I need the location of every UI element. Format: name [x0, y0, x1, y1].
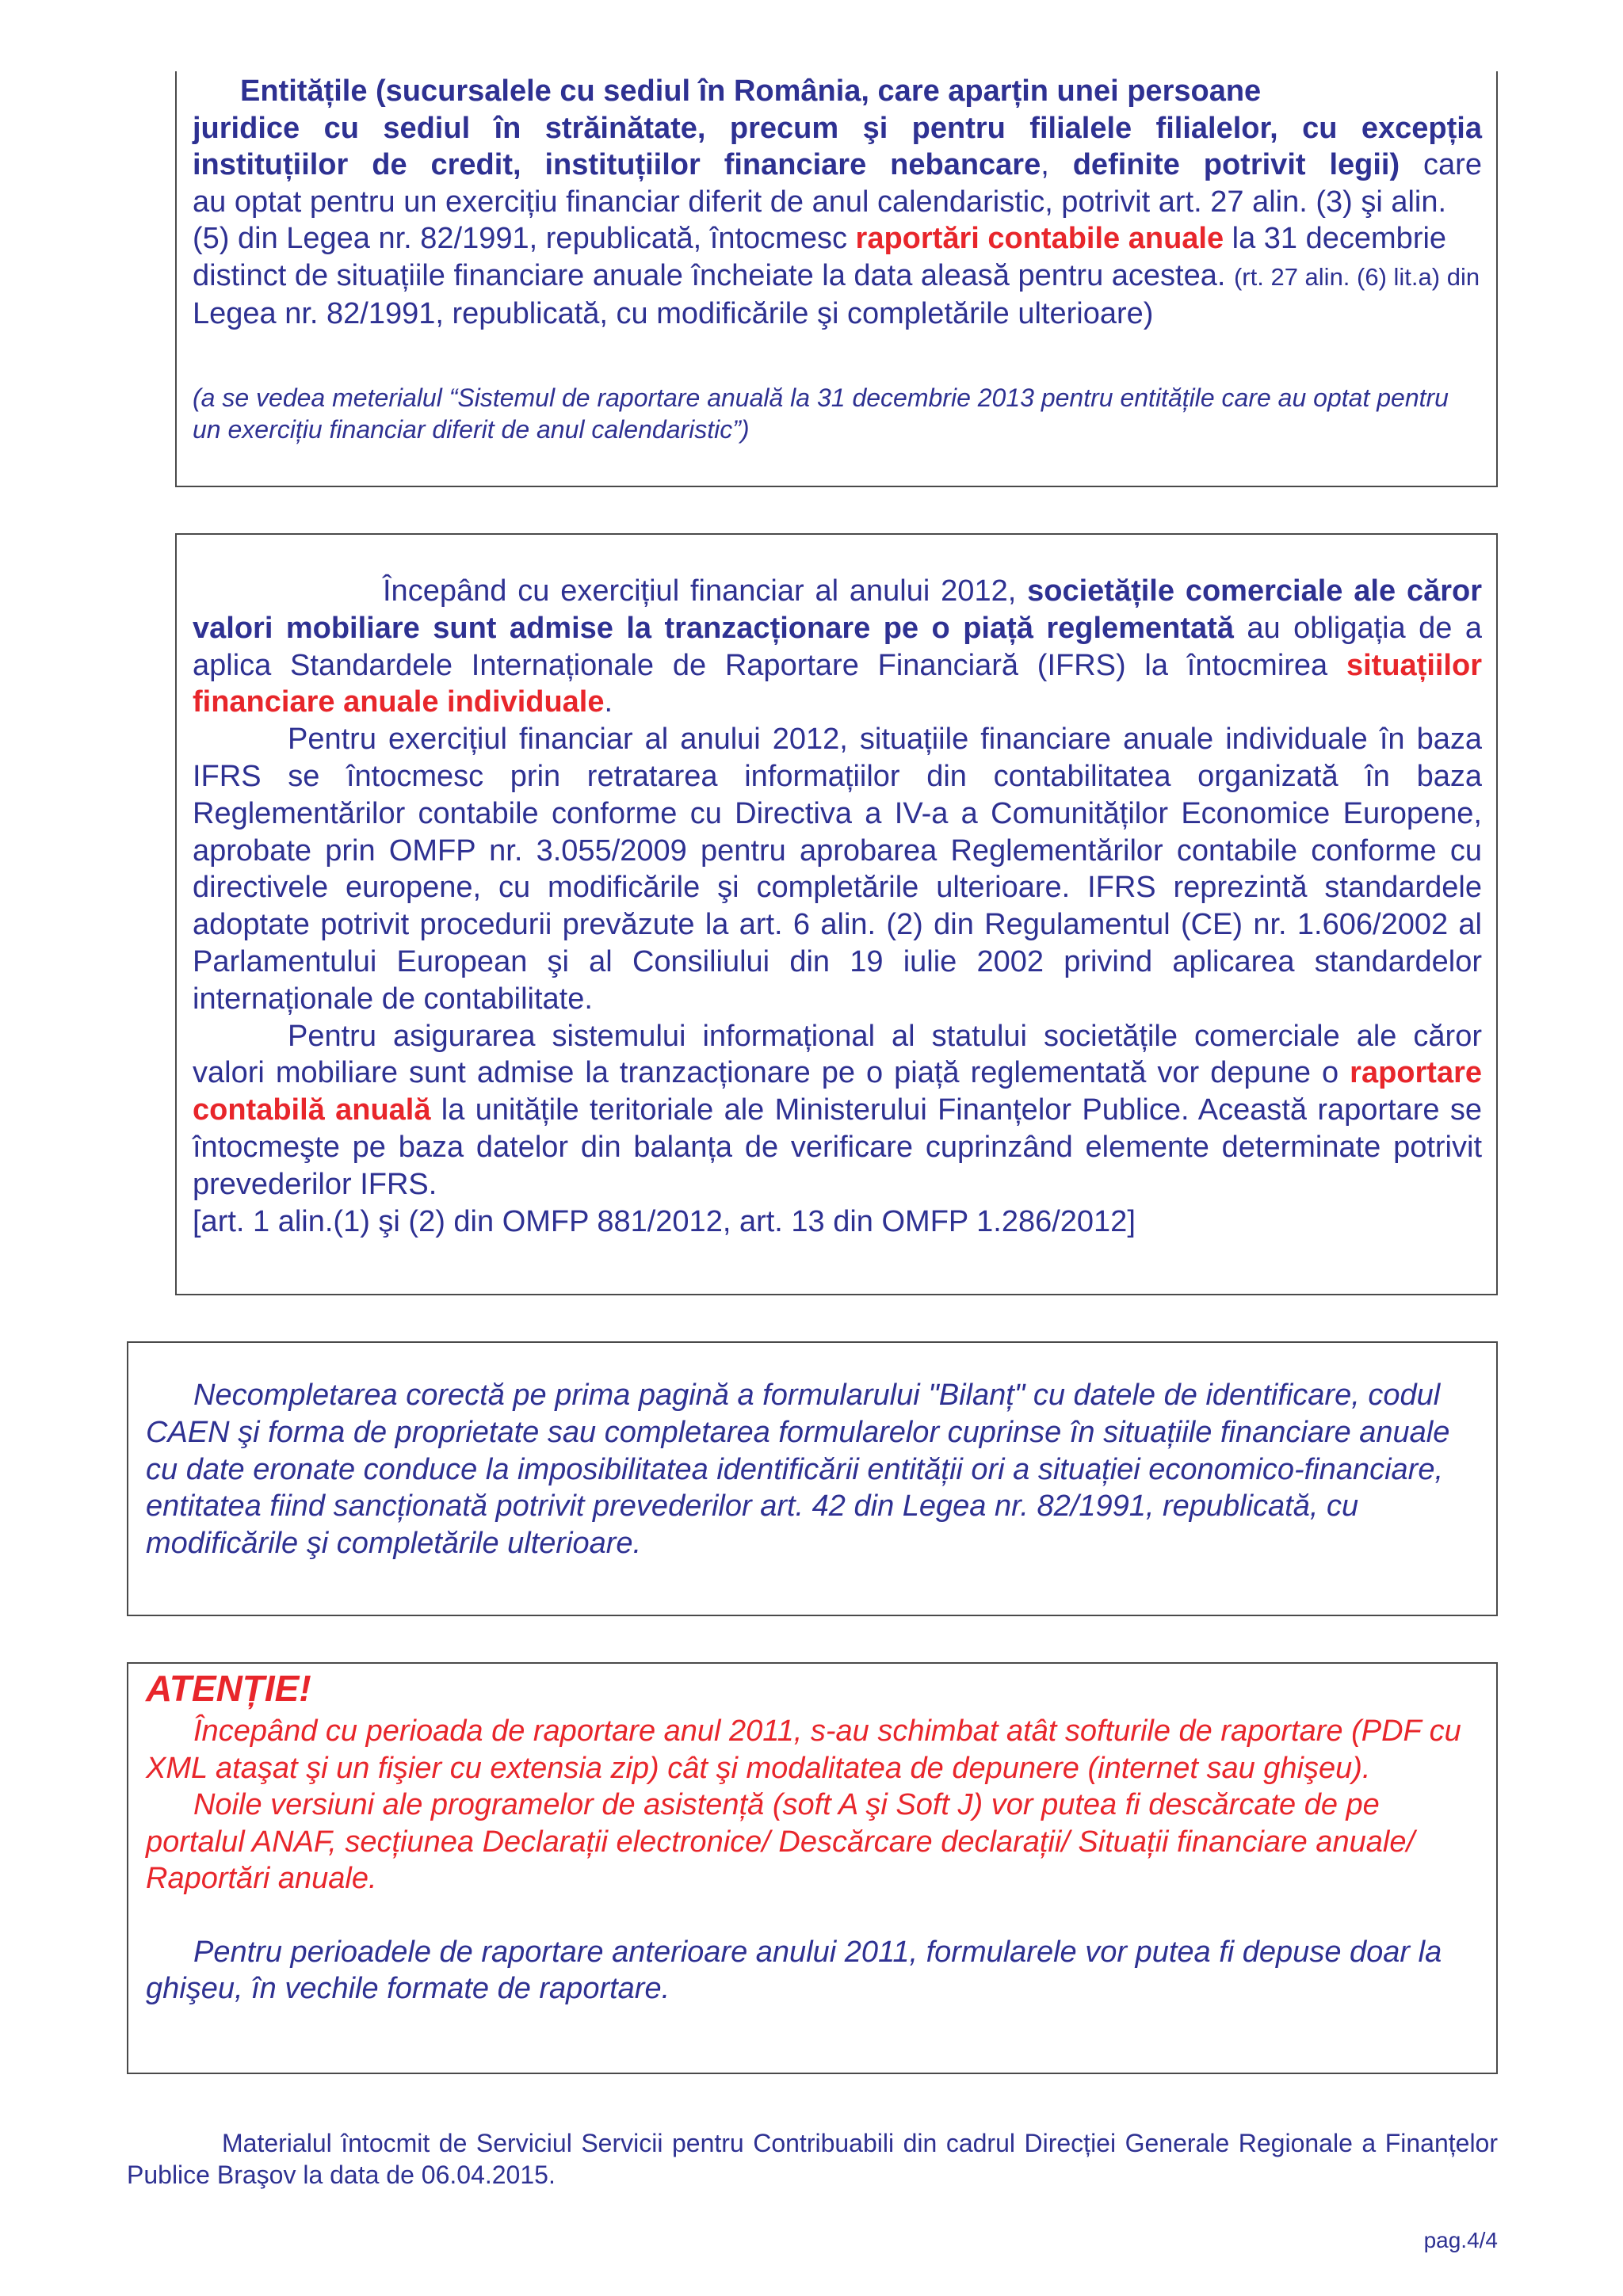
info-box-ifrs — [175, 533, 1498, 1295]
entities-line3-bold: instituțiilor de credit, instituțiilor financiare nebancare — [193, 148, 1041, 181]
info-box-entities — [175, 71, 1498, 487]
info-box-warning-completion — [127, 1341, 1498, 1616]
completion-paragraph: Necompletarea corectă pe prima pagină a formularului "Bilanț" cu datele de identificare, codul CAEN şi forma de proprietate sau completarea formularelor cuprinse în situațiile financiare anuale cu date eronate conduce la imposibilitatea identificării entității ori a situației economico-financiare, entitatea fiind sancționată potrivit prevederilor art. 42 din Legea nr. 82/1991, republicată, cu modificările şi completările ulterioare. — [146, 1379, 1450, 1561]
entities-line3-sep: , — [1041, 148, 1073, 181]
ifrs-p1-c: . — [604, 685, 613, 719]
ifrs-p1-highlight: situațiilor financiare anuale individuale — [193, 648, 1482, 719]
ifrs-paragraph-1 — [193, 573, 1482, 721]
entities-line3-rest: care — [1400, 148, 1482, 181]
ifrs-p3-a: Pentru asigurarea sistemului informațional al statului societățile comerciale ale căror valori mobiliare sunt admise la tranzacționare pe o piață reglementată vor depune o — [193, 1019, 1482, 1090]
ifrs-content — [193, 573, 1482, 1240]
ifrs-reference: [art. 1 alin.(1) şi (2) din OMFP 881/2012, art. 13 din OMFP 1.286/2012] — [193, 1204, 1136, 1238]
ifrs-p3-highlight: raportare contabilă anuală — [193, 1056, 1482, 1127]
page-number: pag.4/4 — [1423, 2228, 1498, 2252]
info-box-attention — [127, 1662, 1498, 2074]
entities-paragraph — [193, 73, 1482, 333]
ifrs-paragraph-3 — [193, 1018, 1482, 1203]
footer-note: Materialul întocmit de Serviciul Servicii pentru Contribuabili din cadrul Direcției Generale Regionale a Finanțelor Publice Braşov la data de 06.04.2015. — [127, 2129, 1498, 2189]
attention-spacer — [146, 1897, 1480, 1934]
attention-content — [146, 1713, 1480, 2008]
entities-line1: Entitățile (sucursalele cu sediul în România, care aparțin unei persoane — [240, 74, 1262, 108]
entities-text-b: la 31 decembrie distinct de situațiile financiare anuale încheiate la data aleasă pentru acestea. — [193, 222, 1447, 292]
entities-note: (a se vedea meterialul “Sistemul de raportare anuală la 31 decembrie 2013 pentru entitățile care au optat pentru un exercițiu financiar diferit de anul calendaristic”) — [193, 383, 1449, 444]
attention-paragraph-1: Începând cu perioada de raportare anul 2011, s-au schimbat atât softurile de raportare (PDF cu XML ataşat şi un fişier cu extensia zip) cât şi modalitatea de depunere (internet sau ghişeu). — [146, 1714, 1461, 1785]
entities-line2: juridice cu sediul în străinătate, precum şi pentru filialele filialelor, cu excepția — [193, 111, 1482, 145]
ifrs-p3-b: la unitățile teritoriale ale Ministerului Finanțelor Publice. Această raportare se întocmeşte pe baza datelor din balanța de verificare cuprinzând elemente determinate potrivit prevederilor IFRS. — [193, 1093, 1482, 1201]
entities-text-c: Legea nr. 82/1991, republicată, cu modificările şi completările ulterioare) — [193, 297, 1154, 330]
entities-ref-small: (rt. 27 alin. (6) lit.a) din — [1233, 262, 1480, 291]
ifrs-p1-b: au obligația de a aplica Standardele Internaționale de Raportare Financiară (IFRS) la întocmirea — [193, 611, 1482, 682]
attention-paragraph-2: Noile versiuni ale programelor de asistență (soft A şi Soft J) vor putea fi descărcate de pe portalul ANAF, secțiunea Declarații electronice/ Descărcare declarații/ Situații financiare anuale/ Raportări anuale. — [146, 1788, 1415, 1895]
attention-paragraph-3: Pentru perioadele de raportare anterioare anului 2011, formularele vor putea fi depuse doar la ghişeu, în vechile formate de raportare. — [146, 1935, 1442, 2005]
entities-line3-bold2: definite potrivit legii) — [1072, 148, 1400, 181]
ifrs-p1-a: Începând cu exercițiul financiar al anului 2012, — [383, 574, 1028, 608]
ifrs-p1-bold: societățile comerciale ale căror valori mobiliare sunt admise la tranzacționare pe o piață reglementată — [193, 574, 1482, 645]
entities-text-a: au optat pentru un exercițiu financiar diferit de anul calendaristic, potrivit art. 27 alin. (3) şi alin. (5) din Legea nr. 82/1991, republicată, întocmesc — [193, 185, 1447, 255]
entities-line3 — [193, 147, 1482, 184]
attention-title: ATENȚIE! — [146, 1668, 311, 1709]
entities-highlight: raportări contabile anuale — [855, 222, 1224, 255]
ifrs-paragraph-2: Pentru exercițiul financiar al anului 2012, situațiile financiare anuale individuale în baza IFRS se întocmesc prin retratarea informațiilor din contabilitatea organizată în baza Reglementărilor contabile conforme cu Directiva a IV-a a Comunităților Economice Europene, aprobate prin OMFP nr. 3.055/2009 pentru aprobarea Reglementărilor contabile conforme cu directivele europene, cu modificările şi completările ulterioare. IFRS reprezintă standardele adoptate potrivit procedurii prevăzute la art. 6 alin. (2) din Regulamentul (CE) nr. 1.606/2002 al Parlamentului European şi al Consiliului din 19 iulie 2002 privind aplicarea standardelor internaționale de contabilitate. — [193, 723, 1482, 1016]
